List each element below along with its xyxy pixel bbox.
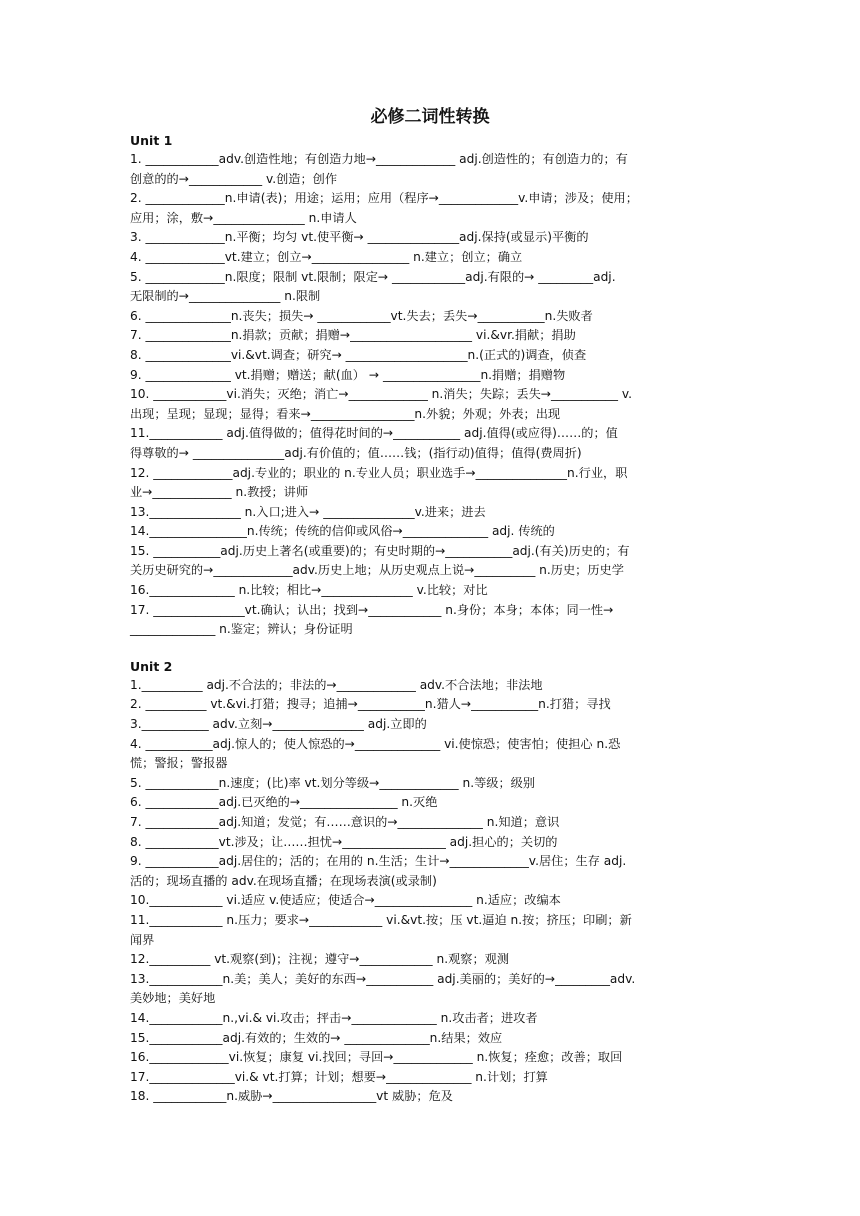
exercise-line: 13._______________ n.入口;进入→ _______________v.进来；进去 [130, 504, 486, 519]
exercise-line: 9. ______________ vt.捐赠；赠送；献(血） → ________________n.捐赠；捐赠物 [130, 367, 566, 382]
exercise-line: 16._____________vi.恢复；康复 vi.找回；寻回→_____________ n.恢复；痊愈；改善；取回 [130, 1050, 623, 1065]
exercise-line: 6. ______________n.丧失；损失→ ____________vt.失去；丢失→___________n.失败者 [130, 308, 593, 323]
exercise-line: 3.___________ adv.立刻→_______________ adj.立即的 [130, 717, 427, 732]
exercise-line: 10. ____________vi.消失；灭绝；消亡→_____________ n.消失；失踪；丢失→___________ v. [130, 387, 633, 402]
exercise-line: 6. ____________adj.已灭绝的→________________ n.灭绝 [130, 795, 438, 810]
exercise-line: 16.______________ n.比较；相比→_______________ v.比较；对比 [130, 583, 488, 598]
exercise-line: 活的；现场直播的 adv.在现场直播；在现场表演(或录制) [130, 873, 437, 888]
exercise-line: 3. _____________n.平衡；均匀 vt.使平衡→ _______________adj.保持(或显示)平衡的 [130, 230, 589, 245]
exercise-line: 9. ____________adj.居住的；活的；在用的 n.生活；生计→_____________v.居住；生存 adj. [130, 854, 627, 869]
exercise-line: 1.__________ adj.不合法的；非法的→_____________ adv.不合法地；非法地 [130, 677, 543, 692]
exercise-line: ______________ n.鉴定；辨认；身份证明 [130, 622, 353, 637]
exercise-line: 2. __________ vt.&vi.打猎；搜寻；追捕→___________n.猎人→___________n.打猎；寻找 [130, 697, 611, 712]
exercise-line: 8. ____________vt.涉及；让……担忧→_________________ adj.担心的；关切的 [130, 834, 558, 849]
exercise-line: 出现；呈现；显现；显得；看来→_________________n.外貌；外观；外表；出现 [130, 406, 561, 421]
exercise-line: 2. _____________n.申请(表)；用途；运用；应用（程序→_____________v.申请；涉及；使用； [130, 191, 638, 206]
document-page [130, 104, 730, 1107]
exercise-line: 12. _____________adj.专业的；职业的 n.专业人员；职业选手→_______________n.行业，职 [130, 465, 628, 480]
exercise-line: 慌；警报；警报器 [130, 756, 228, 771]
exercise-line: 应用；涂，敷→_______________ n.申请人 [130, 210, 357, 225]
exercise-line: 18. ____________n.威胁→_________________vt 威胁；危及 [130, 1089, 453, 1104]
exercise-line: 5. ____________n.速度；(比)率 vt.划分等级→_____________ n.等级；级别 [130, 775, 536, 790]
exercise-line: 13.____________n.美；美人；美好的东西→___________ adj.美丽的；美好的→_________adv. [130, 971, 636, 986]
exercise-line: 无限制的→_______________ n.限制 [130, 289, 321, 304]
exercise-line: 关历史研究的→_____________adv.历史上地；从历史观点上说→__________ n.历史；历史学 [130, 563, 624, 578]
exercise-line: 12.__________ vt.观察(到)；注视；遵守→____________ n.观察；观测 [130, 952, 510, 967]
unit-1-section [130, 132, 730, 640]
exercise-line: 15.____________adj.有效的；生效的→ ______________n.结果；效应 [130, 1030, 503, 1045]
unit-2-section [130, 658, 730, 1107]
unit-1-heading: Unit 1 [130, 133, 173, 148]
exercise-line: 创意的的→____________ v.创造；创作 [130, 171, 338, 186]
exercise-line: 7. ______________n.捐款；贡献；捐赠→____________________ vi.&vr.捐献；捐助 [130, 328, 576, 343]
exercise-line: 17.______________vi.& vt.打算；计划；想要→______________ n.计划；打算 [130, 1069, 548, 1084]
exercise-line: 4. _____________vt.建立；创立→________________ n.建立；创立；确立 [130, 249, 523, 264]
exercise-line: 14.________________n.传统；传统的信仰或风俗→______________ adj. 传统的 [130, 524, 555, 539]
exercise-line: 17. _______________vt.确认；认出；找到→____________ n.身份；本身；本体；同一性→ [130, 602, 614, 617]
exercise-line: 1. ____________adv.创造性地；有创造力地→_____________ adj.创造性的；有创造力的；有 [130, 152, 628, 166]
exercise-line: 业→_____________ n.教授；讲师 [130, 485, 309, 500]
exercise-line: 美妙地；美好地 [130, 991, 216, 1006]
exercise-line: 7. ____________adj.知道；发觉；有……意识的→______________ n.知道；意识 [130, 815, 560, 829]
exercise-line: 闻界 [130, 932, 155, 947]
unit-2-heading: Unit 2 [130, 658, 173, 674]
exercise-line: 4. ___________adj.惊人的；使人惊恐的→______________ vi.使惊恐；使害怕；使担心 n.恐 [130, 736, 621, 751]
section-spacer [130, 640, 730, 658]
exercise-line: 得尊敬的→ _______________adj.有价值的；值……钱；(指行动)值得；值得(费周折) [130, 445, 582, 460]
exercise-line: 8. ______________vi.&vt.调查；研究→ ____________________n.(正式的)调查，侦查 [130, 347, 587, 362]
exercise-line: 14.____________n.,vi.& vi.攻击；抨击→______________ n.攻击者；进攻者 [130, 1010, 538, 1025]
exercise-line: 10.____________ vi.适应 v.使适应；使适合→________________ n.适应；改编本 [130, 893, 561, 908]
exercise-line: 11.____________ adj.值得做的；值得花时间的→___________ adj.值得(或应得)……的；值 [130, 426, 618, 441]
page-title: 必修二词性转换 [370, 107, 490, 127]
exercise-line: 15. ___________adj.历史上著名(或重要)的；有史时期的→___________adj.(有关)历史的；有 [130, 543, 630, 558]
exercise-line: 11.____________ n.压力；要求→____________ vi.&vt.按；压 vt.逼迫 n.按；挤压；印刷；新 [130, 912, 632, 927]
exercise-line: 5. _____________n.限度；限制 vt.限制；限定→ ____________adj.有限的→ _________adj. [130, 269, 616, 284]
